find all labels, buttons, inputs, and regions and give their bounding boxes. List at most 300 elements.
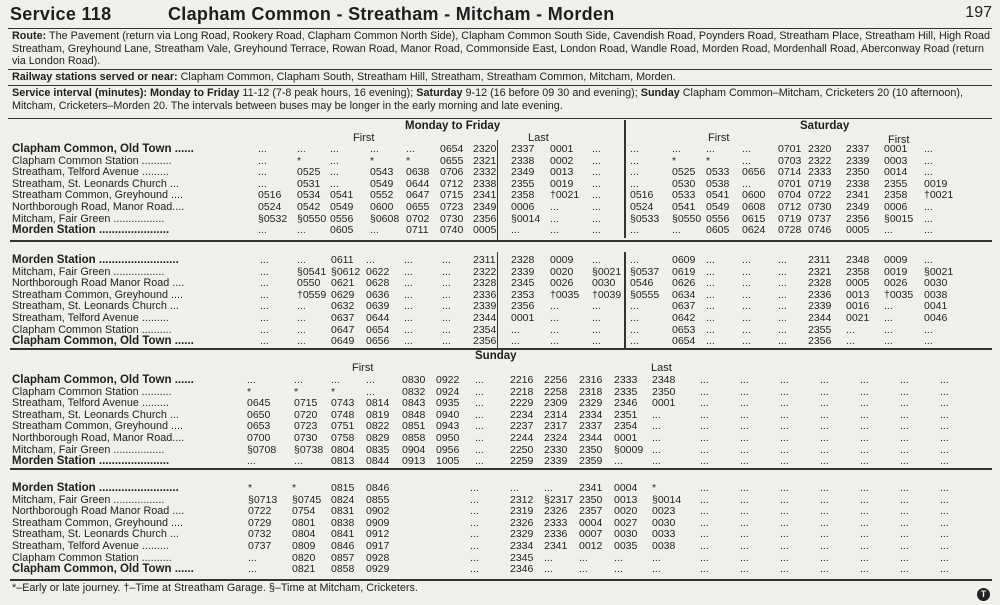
page-number: 197 xyxy=(965,4,992,21)
time-cell: †0559 xyxy=(297,288,327,301)
time-cell: ... xyxy=(330,177,339,190)
filler-dots: ... xyxy=(820,420,829,433)
time-cell: 0030 xyxy=(592,277,616,290)
filler-dots: ... xyxy=(740,374,749,386)
time-cell: ... xyxy=(260,265,269,278)
time-cell: ... xyxy=(330,166,339,179)
time-cell: †0021 xyxy=(924,189,954,202)
time-cell: 2317 xyxy=(544,420,568,433)
time-cell: ... xyxy=(260,300,269,313)
time-cell: ... xyxy=(630,224,639,237)
time-cell: 0838 xyxy=(331,516,355,529)
time-cell: ... xyxy=(706,312,715,324)
time-cell: 0848 xyxy=(402,408,426,421)
time-cell: 0007 xyxy=(579,528,603,541)
time-cell: 0743 xyxy=(331,397,355,410)
time-cell: ... xyxy=(630,166,639,179)
time-cell: 0622 xyxy=(366,265,390,278)
time-cell: ... xyxy=(544,482,553,494)
time-cell: 0712 xyxy=(440,177,464,190)
filler-dots: ... xyxy=(900,563,909,576)
time-cell: ... xyxy=(260,312,269,324)
route-title: Clapham Common - Streatham - Mitcham - Morden xyxy=(168,4,615,24)
time-cell: 0809 xyxy=(292,540,316,552)
time-cell: 0033 xyxy=(652,528,676,541)
filler-dots: ... xyxy=(700,493,709,506)
time-cell: ... xyxy=(846,323,855,336)
time-cell: 0541 xyxy=(330,189,354,202)
time-cell: ... xyxy=(470,551,479,564)
filler-dots: ... xyxy=(740,505,749,518)
time-cell: ... xyxy=(370,143,379,155)
time-cell: ... xyxy=(706,265,715,278)
time-cell: §0612 xyxy=(331,265,361,278)
time-cell: 2339 xyxy=(473,300,497,313)
time-cell: 0009 xyxy=(884,254,908,266)
time-cell: 0533 xyxy=(672,189,696,202)
filler-dots: ... xyxy=(820,563,829,576)
time-cell: †0021 xyxy=(550,189,580,202)
time-cell: 0654 xyxy=(672,335,696,348)
time-cell: ... xyxy=(470,540,479,552)
time-cell: ... xyxy=(475,432,484,444)
time-cell: ... xyxy=(470,493,479,506)
time-cell: 2349 xyxy=(846,201,870,213)
time-cell: ... xyxy=(592,335,601,348)
time-cell: ... xyxy=(475,408,484,421)
time-cell: * xyxy=(331,385,336,398)
time-cell: 0656 xyxy=(366,335,390,348)
station-label: Clapham Common Station .......... xyxy=(12,551,172,564)
time-cell: ... xyxy=(706,300,715,313)
time-cell: 2218 xyxy=(510,385,534,398)
station-label: Streatham, St. Leonards Church ... xyxy=(12,408,179,421)
time-cell: ... xyxy=(884,335,893,348)
time-cell: §0021 xyxy=(924,265,954,278)
time-cell: ... xyxy=(442,254,451,266)
filler-dots: ... xyxy=(900,432,909,444)
time-cell: 0819 xyxy=(366,408,390,421)
time-cell: ... xyxy=(630,254,639,266)
time-cell: 0650 xyxy=(247,408,271,421)
time-cell: 0929 xyxy=(366,563,390,576)
station-label: Streatham Common, Greyhound .... xyxy=(12,516,184,529)
station-label: Morden Station ......................... xyxy=(12,254,179,266)
filler-dots: ... xyxy=(860,420,869,433)
time-cell: 2333 xyxy=(808,166,832,179)
filler-dots: ... xyxy=(940,408,949,421)
interval-label: Service interval (minutes): xyxy=(12,87,148,99)
filler-dots: ... xyxy=(940,505,949,518)
time-cell: 2329 xyxy=(510,528,534,541)
time-cell: ... xyxy=(924,323,933,336)
time-cell: 2359 xyxy=(579,455,603,468)
station-label: Streatham, Telford Avenue ......... xyxy=(12,540,169,552)
interval-sun-text: Clapham Common–Mitcham, Cricketers 20 (10 afternoon), Mitcham, Cricketers–Morden 20. The intervals between buses may be longer in the early morning and late evening. xyxy=(12,87,963,112)
time-cell: 0637 xyxy=(672,300,696,313)
time-cell: ... xyxy=(614,551,623,564)
time-cell: 0636 xyxy=(366,288,390,301)
filler-dots: ... xyxy=(700,540,709,552)
filler-dots: ... xyxy=(940,420,949,433)
filler-dots: ... xyxy=(860,493,869,506)
time-cell: ... xyxy=(742,154,751,167)
filler-dots: ... xyxy=(740,482,749,494)
time-cell: ... xyxy=(470,516,479,529)
monfri-first-label: First xyxy=(353,132,375,144)
station-label: Clapham Common, Old Town ...... xyxy=(12,563,194,576)
time-cell: 0639 xyxy=(366,300,390,313)
station-label: Mitcham, Fair Green ................. xyxy=(12,493,165,506)
time-cell: 0524 xyxy=(258,201,282,213)
filler-dots: ... xyxy=(900,455,909,468)
filler-dots: ... xyxy=(860,397,869,410)
time-cell: 0516 xyxy=(258,189,282,202)
time-cell: ... xyxy=(404,288,413,301)
station-label: Northborough Road, Manor Road.... xyxy=(12,201,185,213)
time-cell: §0532 xyxy=(258,212,288,225)
filler-dots: ... xyxy=(780,551,789,564)
time-cell: ... xyxy=(404,277,413,290)
time-cell: ... xyxy=(297,254,306,266)
time-cell: 2311 xyxy=(473,254,496,266)
time-cell: ... xyxy=(442,312,451,324)
time-cell: 0026 xyxy=(550,277,574,290)
filler-dots: ... xyxy=(700,563,709,576)
time-cell: ... xyxy=(442,265,451,278)
time-cell: ... xyxy=(248,551,257,564)
time-cell: 2319 xyxy=(510,505,534,518)
time-cell: §2317 xyxy=(544,493,574,506)
filler-dots: ... xyxy=(900,482,909,494)
filler-dots: ... xyxy=(780,505,789,518)
time-cell: ... xyxy=(544,563,553,576)
filler-dots: ... xyxy=(860,408,869,421)
time-cell: ... xyxy=(592,143,601,155)
time-cell: 2356 xyxy=(473,335,497,348)
time-cell: 2348 xyxy=(652,374,676,386)
time-cell: 0002 xyxy=(550,154,574,167)
column-divider xyxy=(624,252,626,348)
time-cell: 2335 xyxy=(614,385,638,398)
time-cell: 0719 xyxy=(808,177,832,190)
time-cell: ... xyxy=(294,374,303,386)
time-cell: 0001 xyxy=(652,397,676,410)
time-cell: ... xyxy=(742,277,751,290)
time-cell: §0555 xyxy=(630,288,660,301)
time-cell: 0804 xyxy=(331,443,355,456)
time-cell: 0821 xyxy=(292,563,316,576)
time-cell: ... xyxy=(247,455,256,468)
time-cell: ... xyxy=(742,335,751,348)
service-interval xyxy=(12,87,990,112)
time-cell: 0638 xyxy=(406,166,430,179)
time-cell: 0813 xyxy=(331,455,355,468)
time-cell: 0524 xyxy=(630,201,654,213)
time-cell: §0745 xyxy=(292,493,322,506)
filler-dots: ... xyxy=(820,443,829,456)
time-cell: 2356 xyxy=(511,300,535,313)
time-cell: ... xyxy=(550,224,559,237)
time-cell: ... xyxy=(592,224,601,237)
time-cell: 0026 xyxy=(884,277,908,290)
time-cell: 0653 xyxy=(672,323,696,336)
filler-dots: ... xyxy=(900,505,909,518)
time-cell: 2316 xyxy=(579,374,603,386)
divider xyxy=(8,118,992,119)
time-cell: §0541 xyxy=(297,265,327,278)
time-cell: 0020 xyxy=(550,265,574,278)
time-cell: * xyxy=(406,154,411,167)
time-cell: ... xyxy=(924,201,933,213)
station-label: Mitcham, Fair Green ................. xyxy=(12,265,165,278)
time-cell: §0537 xyxy=(630,265,660,278)
filler-dots: ... xyxy=(860,482,869,494)
time-cell: 0605 xyxy=(706,224,730,237)
time-cell: 2350 xyxy=(652,385,676,398)
time-cell: 0030 xyxy=(924,277,948,290)
time-cell: 0525 xyxy=(297,166,321,179)
time-cell: 2355 xyxy=(808,323,832,336)
time-cell: ... xyxy=(778,323,787,336)
time-cell: ... xyxy=(592,212,601,225)
station-label: Mitcham, Fair Green ................. xyxy=(12,443,165,456)
station-label: Streatham Common, Greyhound .... xyxy=(12,420,184,433)
time-cell: 0715 xyxy=(294,397,318,410)
time-cell: 2314 xyxy=(544,408,568,421)
filler-dots: ... xyxy=(900,374,909,386)
time-cell: 2341 xyxy=(579,482,603,494)
time-cell: ... xyxy=(706,335,715,348)
time-cell: ... xyxy=(614,563,623,576)
time-cell: ... xyxy=(652,551,661,564)
time-cell: 0645 xyxy=(247,397,271,410)
time-cell: 0831 xyxy=(331,505,355,518)
time-cell: ... xyxy=(442,335,451,348)
time-cell: ... xyxy=(742,288,751,301)
filler-dots: ... xyxy=(780,397,789,410)
time-cell: 2256 xyxy=(544,374,568,386)
time-cell: 2356 xyxy=(846,212,870,225)
time-cell: ... xyxy=(706,288,715,301)
station-label: Clapham Common Station .......... xyxy=(12,154,172,167)
filler-dots: ... xyxy=(700,505,709,518)
time-cell: 0740 xyxy=(440,224,464,237)
time-cell: ... xyxy=(884,323,893,336)
time-cell: ... xyxy=(550,335,559,348)
time-cell: ... xyxy=(630,323,639,336)
time-cell: 0950 xyxy=(436,432,460,444)
time-cell: 0649 xyxy=(331,335,355,348)
sunday-first-label: First xyxy=(352,362,374,374)
filler-dots: ... xyxy=(780,374,789,386)
filler-dots: ... xyxy=(940,455,949,468)
time-cell: 0654 xyxy=(440,143,464,155)
time-cell: ... xyxy=(924,166,933,179)
filler-dots: ... xyxy=(700,551,709,564)
station-label: Streatham, Telford Avenue ......... xyxy=(12,397,169,410)
time-cell: ... xyxy=(652,563,661,576)
station-label: Clapham Common, Old Town ...... xyxy=(12,374,194,386)
time-cell: §0015 xyxy=(884,212,914,225)
time-cell: 0758 xyxy=(331,432,355,444)
filler-dots: ... xyxy=(860,455,869,468)
filler-dots: ... xyxy=(900,551,909,564)
time-cell: 0001 xyxy=(550,143,574,155)
time-cell: 0858 xyxy=(331,563,355,576)
time-cell: 0014 xyxy=(884,166,908,179)
time-cell: ... xyxy=(475,443,484,456)
filler-dots: ... xyxy=(740,397,749,410)
time-cell: ... xyxy=(475,420,484,433)
time-cell: ... xyxy=(778,254,787,266)
station-label: Streatham, St. Leonards Church ... xyxy=(12,177,179,190)
time-cell: 2334 xyxy=(510,540,534,552)
time-cell: 2250 xyxy=(510,443,534,456)
filler-dots: ... xyxy=(860,443,869,456)
filler-dots: ... xyxy=(700,374,709,386)
filler-dots: ... xyxy=(700,397,709,410)
time-cell: ... xyxy=(442,277,451,290)
time-cell: ... xyxy=(475,385,484,398)
time-cell: 2345 xyxy=(510,551,534,564)
time-cell: ... xyxy=(742,254,751,266)
filler-dots: ... xyxy=(940,551,949,564)
time-cell: 0556 xyxy=(330,212,354,225)
time-cell: ... xyxy=(924,254,933,266)
time-cell: ... xyxy=(742,143,751,155)
filler-dots: ... xyxy=(780,443,789,456)
time-cell: 0046 xyxy=(924,312,948,324)
time-cell: ... xyxy=(579,563,588,576)
time-cell: 0035 xyxy=(614,540,638,552)
time-cell: 2350 xyxy=(846,166,870,179)
time-cell: 0621 xyxy=(331,277,355,290)
time-cell: 0541 xyxy=(672,201,696,213)
filler-dots: ... xyxy=(700,443,709,456)
time-cell: 0904 xyxy=(402,443,426,456)
filler-dots: ... xyxy=(900,408,909,421)
time-cell: ... xyxy=(706,277,715,290)
time-cell: 0730 xyxy=(440,212,464,225)
time-cell: 0835 xyxy=(366,443,390,456)
time-cell: 0814 xyxy=(366,397,390,410)
time-cell: ... xyxy=(406,143,415,155)
time-cell: ... xyxy=(630,177,639,190)
time-cell: 2355 xyxy=(884,177,908,190)
time-cell: 0001 xyxy=(884,143,908,155)
time-cell: ... xyxy=(258,224,267,237)
filler-dots: ... xyxy=(820,432,829,444)
time-cell: 0851 xyxy=(402,420,426,433)
time-cell: §0608 xyxy=(370,212,400,225)
route-description xyxy=(12,30,990,68)
time-cell: 0041 xyxy=(924,300,948,313)
time-cell: §0021 xyxy=(592,265,622,278)
time-cell: 2328 xyxy=(511,254,535,266)
time-cell: ... xyxy=(630,143,639,155)
time-cell: 0720 xyxy=(294,408,318,421)
time-cell: 0820 xyxy=(292,551,316,564)
time-cell: 0013 xyxy=(614,493,638,506)
interval-sun-label: Sunday xyxy=(640,87,680,99)
filler-dots: ... xyxy=(940,563,949,576)
station-label: Clapham Common, Old Town ...... xyxy=(12,335,194,348)
filler-dots: ... xyxy=(900,516,909,529)
time-cell: 0902 xyxy=(366,505,390,518)
station-label: Morden Station ......................... xyxy=(12,482,179,494)
filler-dots: ... xyxy=(860,432,869,444)
time-cell: 0647 xyxy=(331,323,355,336)
time-cell: 0030 xyxy=(652,516,676,529)
time-cell: 0004 xyxy=(614,482,638,494)
time-cell: 2333 xyxy=(544,516,568,529)
filler-dots: ... xyxy=(740,528,749,541)
time-cell: 2356 xyxy=(808,335,832,348)
filler-dots: ... xyxy=(740,540,749,552)
time-cell: 2337 xyxy=(511,143,535,155)
time-cell: ... xyxy=(924,143,933,155)
time-cell: ... xyxy=(470,482,479,494)
time-cell: ... xyxy=(614,455,623,468)
time-cell: 2324 xyxy=(544,432,568,444)
time-cell: * xyxy=(247,385,252,398)
time-cell: 0609 xyxy=(672,254,696,266)
time-cell: 2345 xyxy=(511,277,535,290)
filler-dots: ... xyxy=(780,482,789,494)
time-cell: 0654 xyxy=(366,323,390,336)
time-cell: ... xyxy=(592,312,601,324)
interval-mf-text: 11-12 (7-8 peak hours, 16 evening); xyxy=(242,87,414,99)
time-cell: 2339 xyxy=(511,265,535,278)
time-cell: 0722 xyxy=(808,189,832,202)
time-cell: ... xyxy=(924,224,933,237)
last-column-divider xyxy=(497,252,498,348)
time-cell: 0748 xyxy=(331,408,355,421)
time-cell: ... xyxy=(470,563,479,576)
time-cell: 0702 xyxy=(406,212,430,225)
time-cell: ... xyxy=(442,323,451,336)
filler-dots: ... xyxy=(940,432,949,444)
time-cell: 0549 xyxy=(706,201,730,213)
filler-dots: ... xyxy=(900,443,909,456)
time-cell: 0846 xyxy=(366,482,390,494)
filler-dots: ... xyxy=(820,551,829,564)
time-cell: 0013 xyxy=(550,166,574,179)
filler-dots: ... xyxy=(740,408,749,421)
time-cell: ... xyxy=(511,224,520,237)
filler-dots: ... xyxy=(700,432,709,444)
time-cell: 0815 xyxy=(331,482,355,494)
section-divider xyxy=(10,468,992,470)
filler-dots: ... xyxy=(740,385,749,398)
time-cell: 0722 xyxy=(248,505,272,518)
filler-dots: ... xyxy=(900,397,909,410)
filler-dots: ... xyxy=(820,482,829,494)
time-cell: 0626 xyxy=(672,277,696,290)
time-cell: 0534 xyxy=(297,189,321,202)
interval-sat-text: 9-12 (16 before 09 30 and evening); xyxy=(465,87,638,99)
time-cell: 2326 xyxy=(510,516,534,529)
time-cell: ... xyxy=(778,335,787,348)
time-cell: 0644 xyxy=(366,312,390,324)
time-cell: 0629 xyxy=(331,288,355,301)
time-cell: 2234 xyxy=(510,408,534,421)
filler-dots: ... xyxy=(700,528,709,541)
time-cell: 0928 xyxy=(366,551,390,564)
time-cell: †0035 xyxy=(884,288,914,301)
time-cell: †0035 xyxy=(550,288,580,301)
